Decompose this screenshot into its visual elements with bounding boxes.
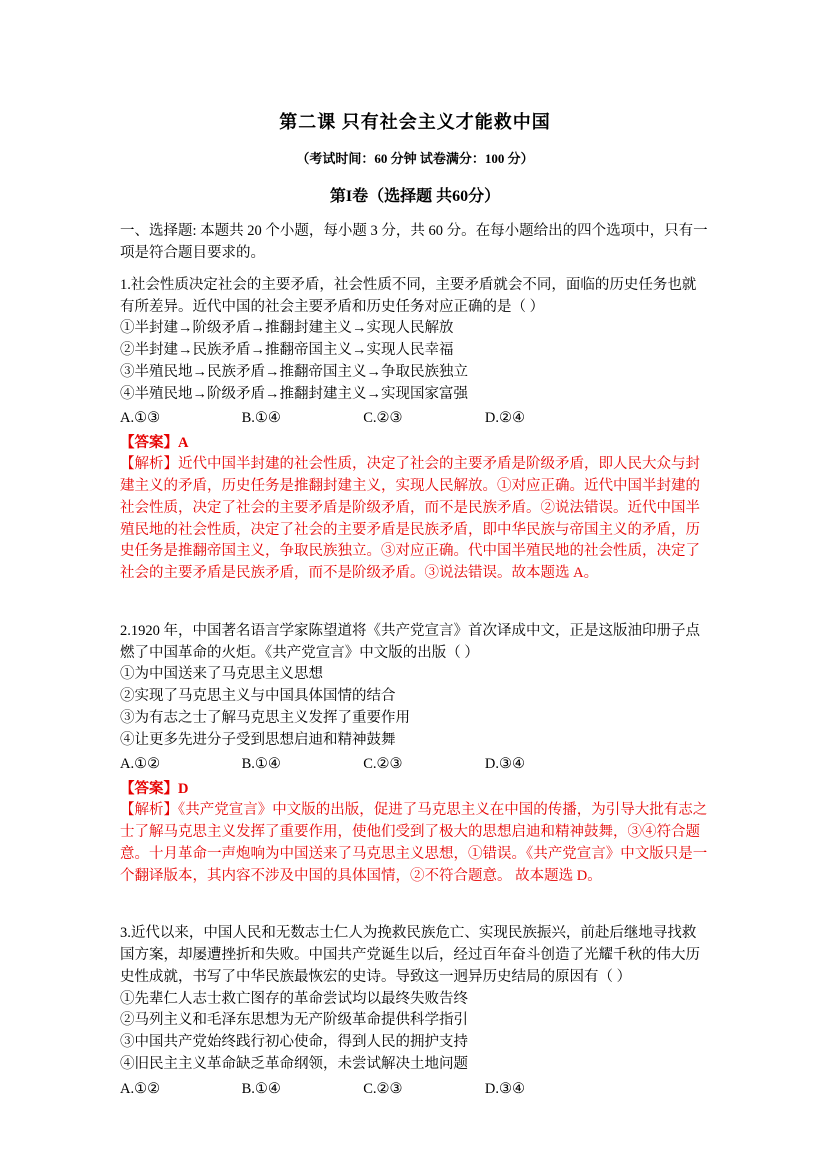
choice-a: A.①② [120, 756, 161, 773]
section-gap [120, 899, 710, 913]
choice-c: C.②③ [363, 756, 403, 773]
question-stem: 3.近代以来，中国人民和无数志士仁人为挽救民族危亡、实现民族振兴，前赴后继地寻找救国方案，却屡遭挫折和失败。中国共产党诞生以后，经过百年奋斗创造了光耀千秋的伟大历史性成就，书写了中华民族最恢宏的史诗。导致这一迥异历史结局的原因有（ ） [120, 925, 700, 985]
explanation-text: 【解析】近代中国半封建的社会性质，决定了社会的主要矛盾是阶级矛盾，即人民大众与封建主义的矛盾，历史任务是推翻封建主义，实现人民解放。①对应正确。近代中国半封建的社会性质，决定了社会的主要矛盾是阶级矛盾，而不是民族矛盾。②说法错误。近代中国半殖民地的社会性质，决定了社会的主要矛盾是民族矛盾，即中华民族与帝国主义的矛盾，历史任务是推翻帝国主义，争取民族独立。③对应正确。代中国半殖民地的社会性质，决定了社会的主要矛盾是民族矛盾，而不是阶级矛盾。③说法错误。故本题选 A。 [120, 456, 700, 582]
choice-c: C.②③ [363, 410, 403, 427]
question-3 [120, 923, 710, 1100]
choice-a: A.①② [120, 1080, 161, 1097]
multiple-choice-instructions: 一、选择题: 本题共 20 个小题，每小题 3 分，共 60 分。在每小题给出的四个选项中，只有一项是符合题目要求的。 [120, 223, 708, 262]
choice-d: D.③④ [484, 756, 525, 773]
explanation-text: 【解析】《共产党宣言》中文版的出版，促进了马克思主义在中国的传播，为引导大批有志之士了解马克思主义发挥了重要作用，使他们受到了极大的思想启迪和精神鼓舞，③④符合题意。十月革命一声炮响为中国送来了马克思主义思想，①错误。《共产党宣言》中文版只是一个翻译版本，其内容不涉及中国的具体国情，②不符合题意。 故本题选 D。 [120, 802, 708, 884]
question-option-1: ①半封建→阶级矛盾→推翻封建主义→实现人民解放 [120, 320, 454, 337]
question-stem: 1.社会性质决定社会的主要矛盾，社会性质不同，主要矛盾就会不同，面临的历史任务也就有所差异。近代中国的社会主要矛盾和历史任务对应正确的是（ ） [120, 276, 697, 315]
question-option-1: ①先辈仁人志士救亡图存的革命尝试均以最终失败告终 [120, 990, 468, 1007]
answer-choices-row [120, 1078, 710, 1101]
question-option-2: ②马列主义和毛泽东思想为无产阶级革命提供科学指引 [120, 1012, 468, 1029]
exam-time-score-note: （考试时间：60 分钟 试卷满分：100 分） [296, 151, 534, 166]
question-option-4: ④让更多先进分子受到思想启迪和精神鼓舞 [120, 731, 396, 748]
question-2 [120, 621, 710, 887]
question-1 [120, 275, 710, 585]
question-option-4: ④旧民主主义革命缺乏革命纲领，未尝试解决土地问题 [120, 1055, 468, 1072]
answer-choices-row [120, 407, 710, 430]
section-header-part1: 第I卷（选择题 共60分） [329, 188, 501, 205]
question-option-3: ③为有志之士了解马克思主义发挥了重要作用 [120, 709, 410, 726]
choice-c: C.②③ [363, 1080, 403, 1097]
question-option-1: ①为中国送来了马克思主义思想 [120, 666, 323, 683]
question-stem: 2.1920 年，中国著名语言学家陈望道将《共产党宣言》首次译成中文，正是这版油印册子点燃了中国革命的火炬。《共产党宣言》中文版的出版（ ） [120, 622, 700, 661]
choice-b: B.①④ [241, 1080, 281, 1097]
question-option-3: ③中国共产党始终践行初心使命，得到人民的拥护支持 [120, 1034, 468, 1051]
answer-label: 【答案】D [120, 780, 189, 797]
section-gap [120, 597, 710, 611]
choice-b: B.①④ [241, 756, 281, 773]
answer-choices-row [120, 753, 710, 776]
answer-label: 【答案】A [120, 434, 189, 451]
choice-b: B.①④ [241, 410, 281, 427]
question-option-3: ③半殖民地→民族矛盾→推翻帝国主义→争取民族独立 [120, 363, 468, 380]
page-title: 第二课 只有社会主义才能救中国 [279, 112, 551, 132]
question-option-4: ④半殖民地→阶级矛盾→推翻封建主义→实现国家富强 [120, 385, 468, 402]
choice-d: D.②④ [484, 410, 525, 427]
question-option-2: ②半封建→民族矛盾→推翻帝国主义→实现人民幸福 [120, 342, 454, 359]
choice-a: A.①③ [120, 410, 161, 427]
choice-d: D.③④ [484, 1080, 525, 1097]
question-option-2: ②实现了马克思主义与中国具体国情的结合 [120, 688, 396, 705]
